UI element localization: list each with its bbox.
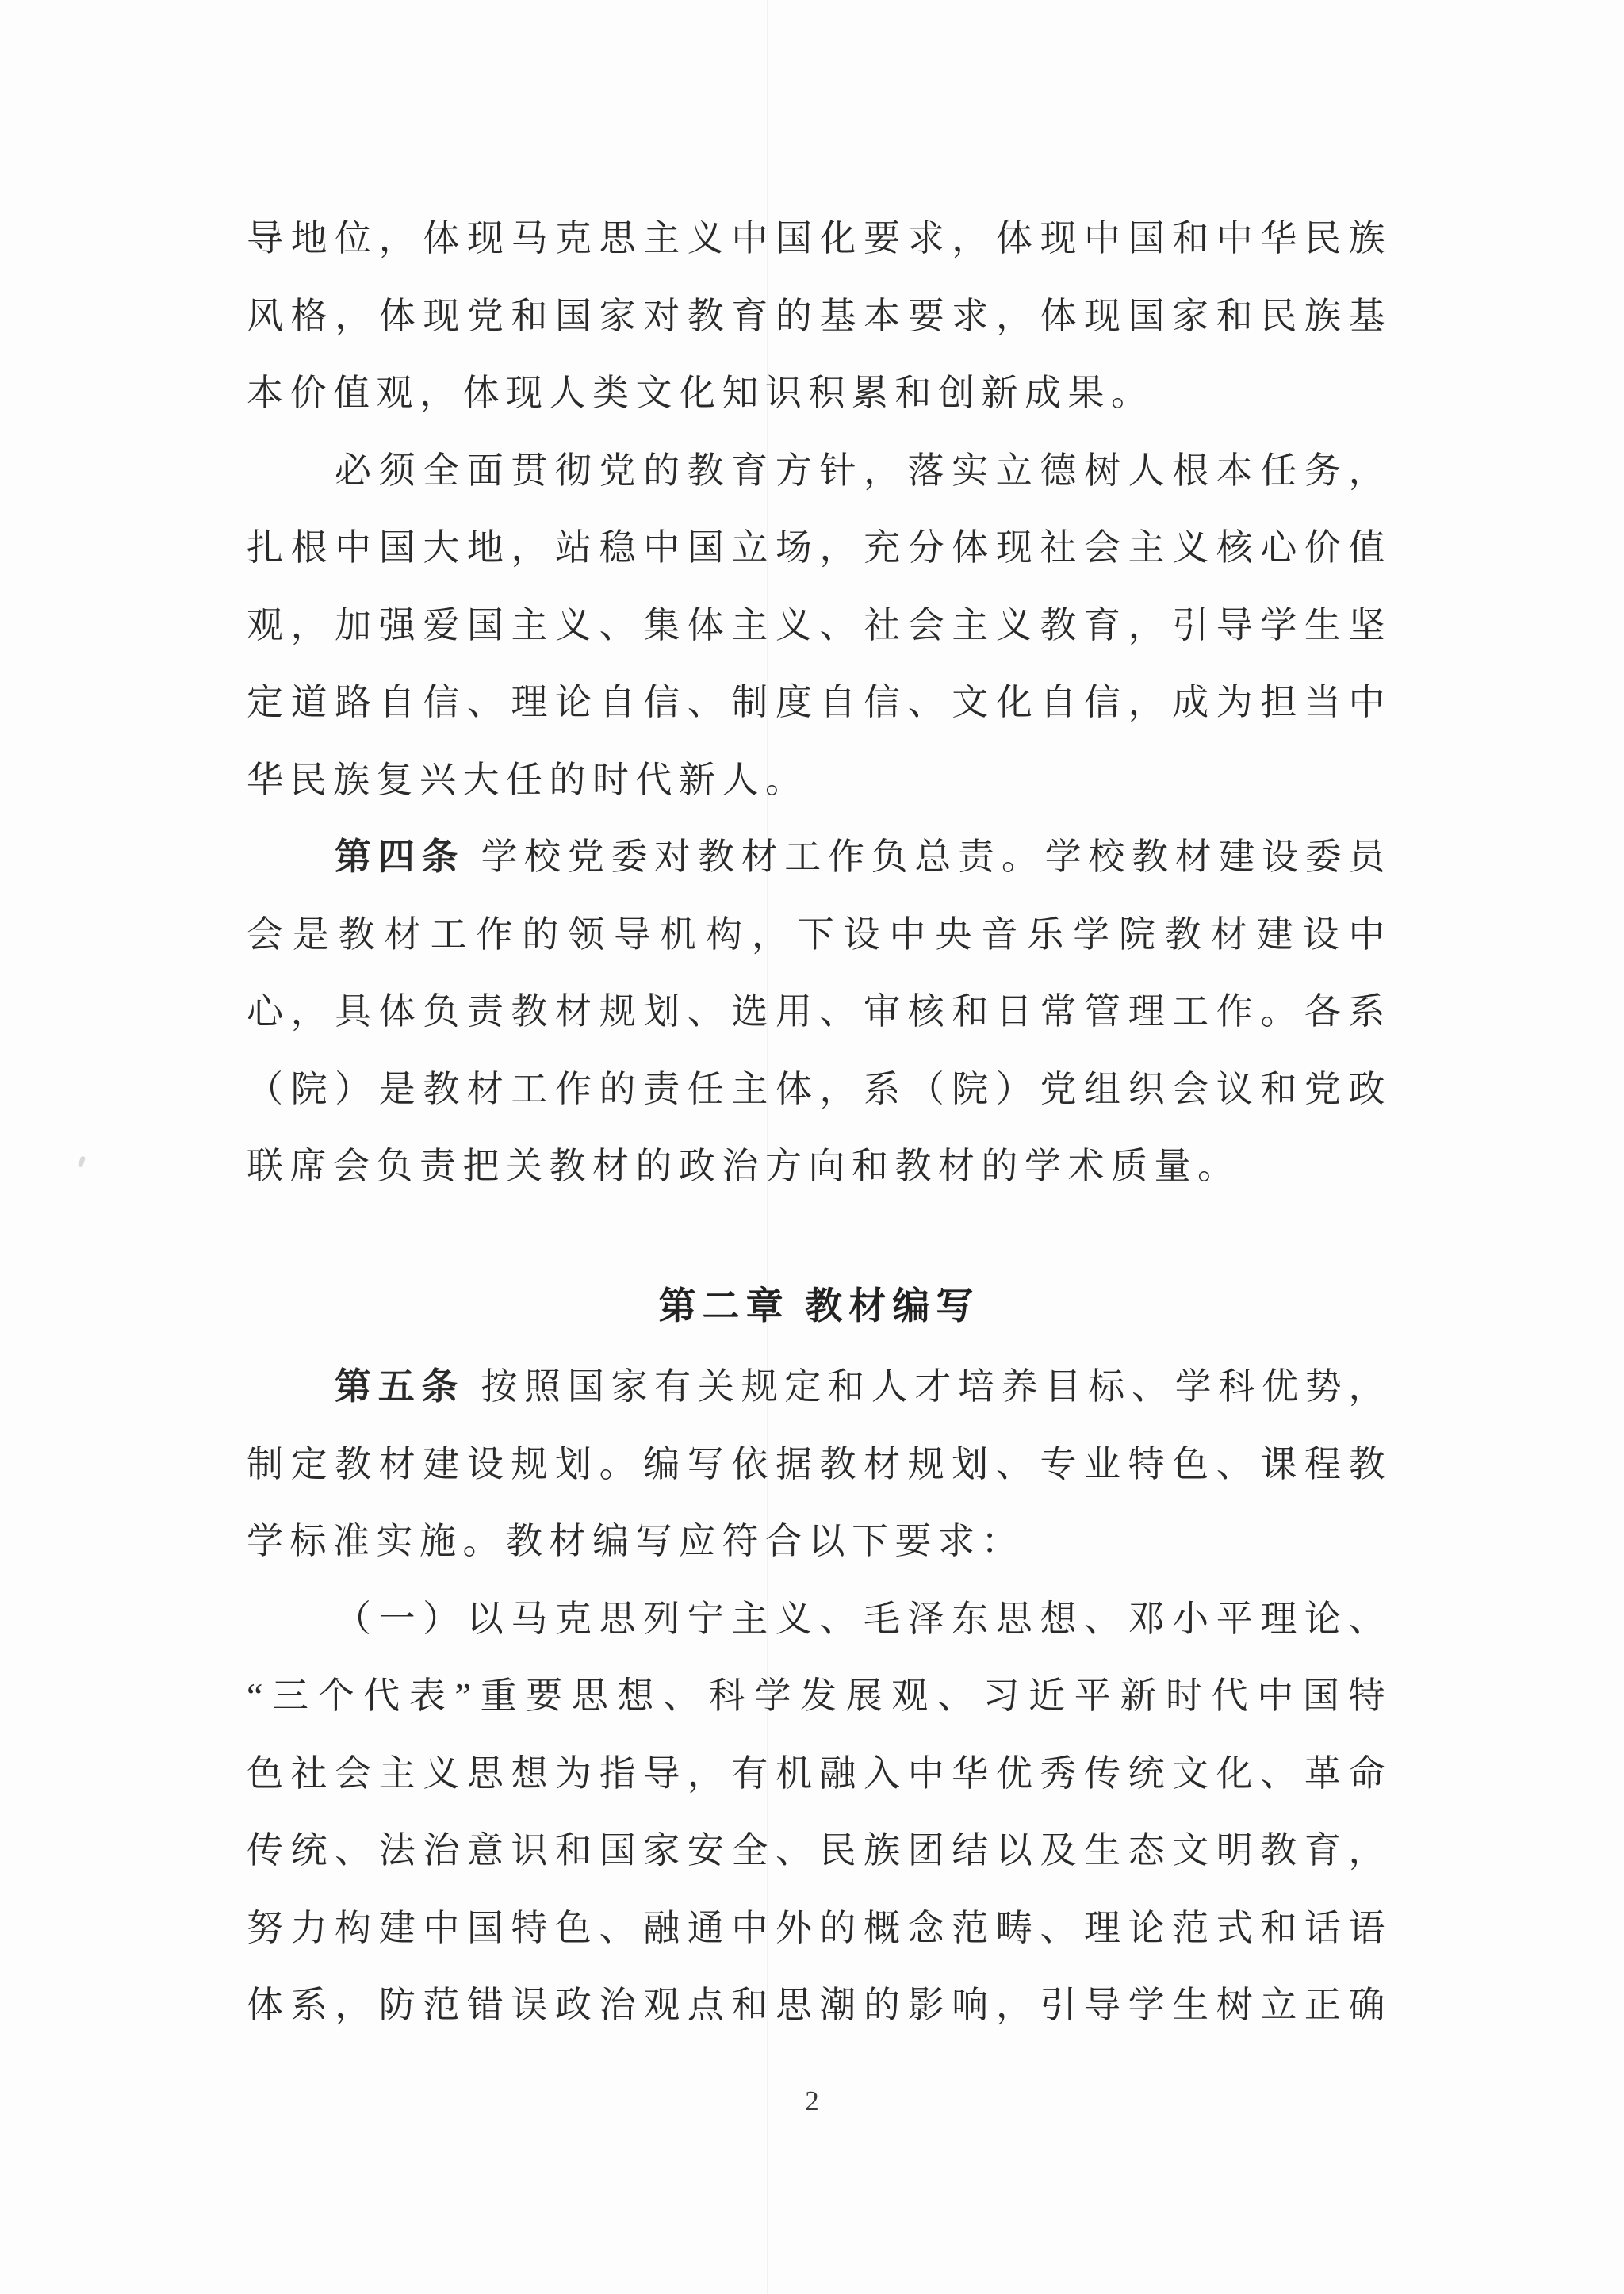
clause-number: 第五条 (335, 1366, 465, 1407)
text-line (247, 973, 1392, 1051)
text-line (247, 509, 1392, 587)
text-line (247, 200, 1392, 278)
text-line (247, 1812, 1392, 1890)
text-line (247, 432, 1392, 510)
line-text: 定道路自信、理论自信、制度自信、文化自信，成为担当中 (247, 682, 1392, 722)
line-text: 心，具体负责教材规划、选用、审核和日常管理工作。各系 (247, 991, 1392, 1032)
line-text: 必须全面贯彻党的教育方针，落实立德树人根本任务， (335, 450, 1392, 491)
text-line (247, 896, 1392, 974)
line-text: 联席会负责把关教材的政治方向和教材的学术质量。 (247, 1146, 1241, 1186)
page-number: 2 (805, 2085, 819, 2116)
line-text: 学标准实施。教材编写应符合以下要求： (247, 1521, 1025, 1561)
text-column (247, 200, 1392, 2044)
line-text: “三个代表”重要思想、科学发展观、习近平新时代中国特 (247, 1676, 1392, 1716)
text-line (247, 1426, 1392, 1503)
line-text: （院）是教材工作的责任主体，系（院）党组织会议和党政 (247, 1068, 1392, 1109)
line-text: 会是教材工作的领导机构，下设中央音乐学院教材建设中 (247, 913, 1392, 955)
text-line (247, 1128, 1392, 1205)
line-text: 学校党委对教材工作负总责。学校教材建设委员 (465, 837, 1392, 877)
text-line (247, 354, 1392, 432)
text-line (247, 741, 1392, 819)
line-text: （一）以马克思列宁主义、毛泽东思想、邓小平理论、 (335, 1598, 1392, 1639)
line-text: 按照国家有关规定和人才培养目标、学科优势， (465, 1366, 1392, 1407)
text-line (247, 1580, 1392, 1658)
line-text: 制定教材建设规划。编写依据教材规划、专业特色、课程教 (247, 1443, 1392, 1484)
line-text: 导地位，体现马克思主义中国化要求，体现中国和中华民族 (247, 218, 1392, 259)
text-line (247, 1735, 1392, 1813)
line-text: 体系，防范错误政治观点和思潮的影响，引导学生树立正确 (247, 1985, 1392, 2025)
line-text: 扎根中国大地，站稳中国立场，充分体现社会主义核心价值 (247, 527, 1392, 568)
text-line (247, 1657, 1392, 1735)
chapter-heading: 第二章 教材编写 (658, 1285, 980, 1327)
text-line (247, 1890, 1392, 1967)
text-line (247, 587, 1392, 664)
text-line (247, 1967, 1392, 2044)
scan-speck (78, 1155, 86, 1167)
text-line (247, 664, 1392, 741)
text-line (247, 1503, 1392, 1580)
line-text: 本价值观，体现人类文化知识积累和创新成果。 (247, 373, 1155, 413)
text-line (247, 278, 1392, 355)
text-line (247, 818, 1392, 896)
text-line (247, 1348, 1392, 1426)
line-text: 观，加强爱国主义、集体主义、社会主义教育，引导学生坚 (247, 604, 1392, 645)
clause-number: 第四条 (335, 837, 465, 877)
line-text: 努力构建中国特色、融通中外的概念范畴、理论范式和话语 (247, 1907, 1392, 1948)
text-line (247, 1051, 1392, 1128)
line-text: 华民族复兴大任的时代新人。 (247, 759, 809, 800)
line-text: 风格，体现党和国家对教育的基本要求，体现国家和民族基 (247, 295, 1392, 336)
line-text: 色社会主义思想为指导，有机融入中华优秀传统文化、革命 (247, 1752, 1392, 1794)
line-text: 传统、法治意识和国家安全、民族团结以及生态文明教育， (247, 1830, 1392, 1871)
